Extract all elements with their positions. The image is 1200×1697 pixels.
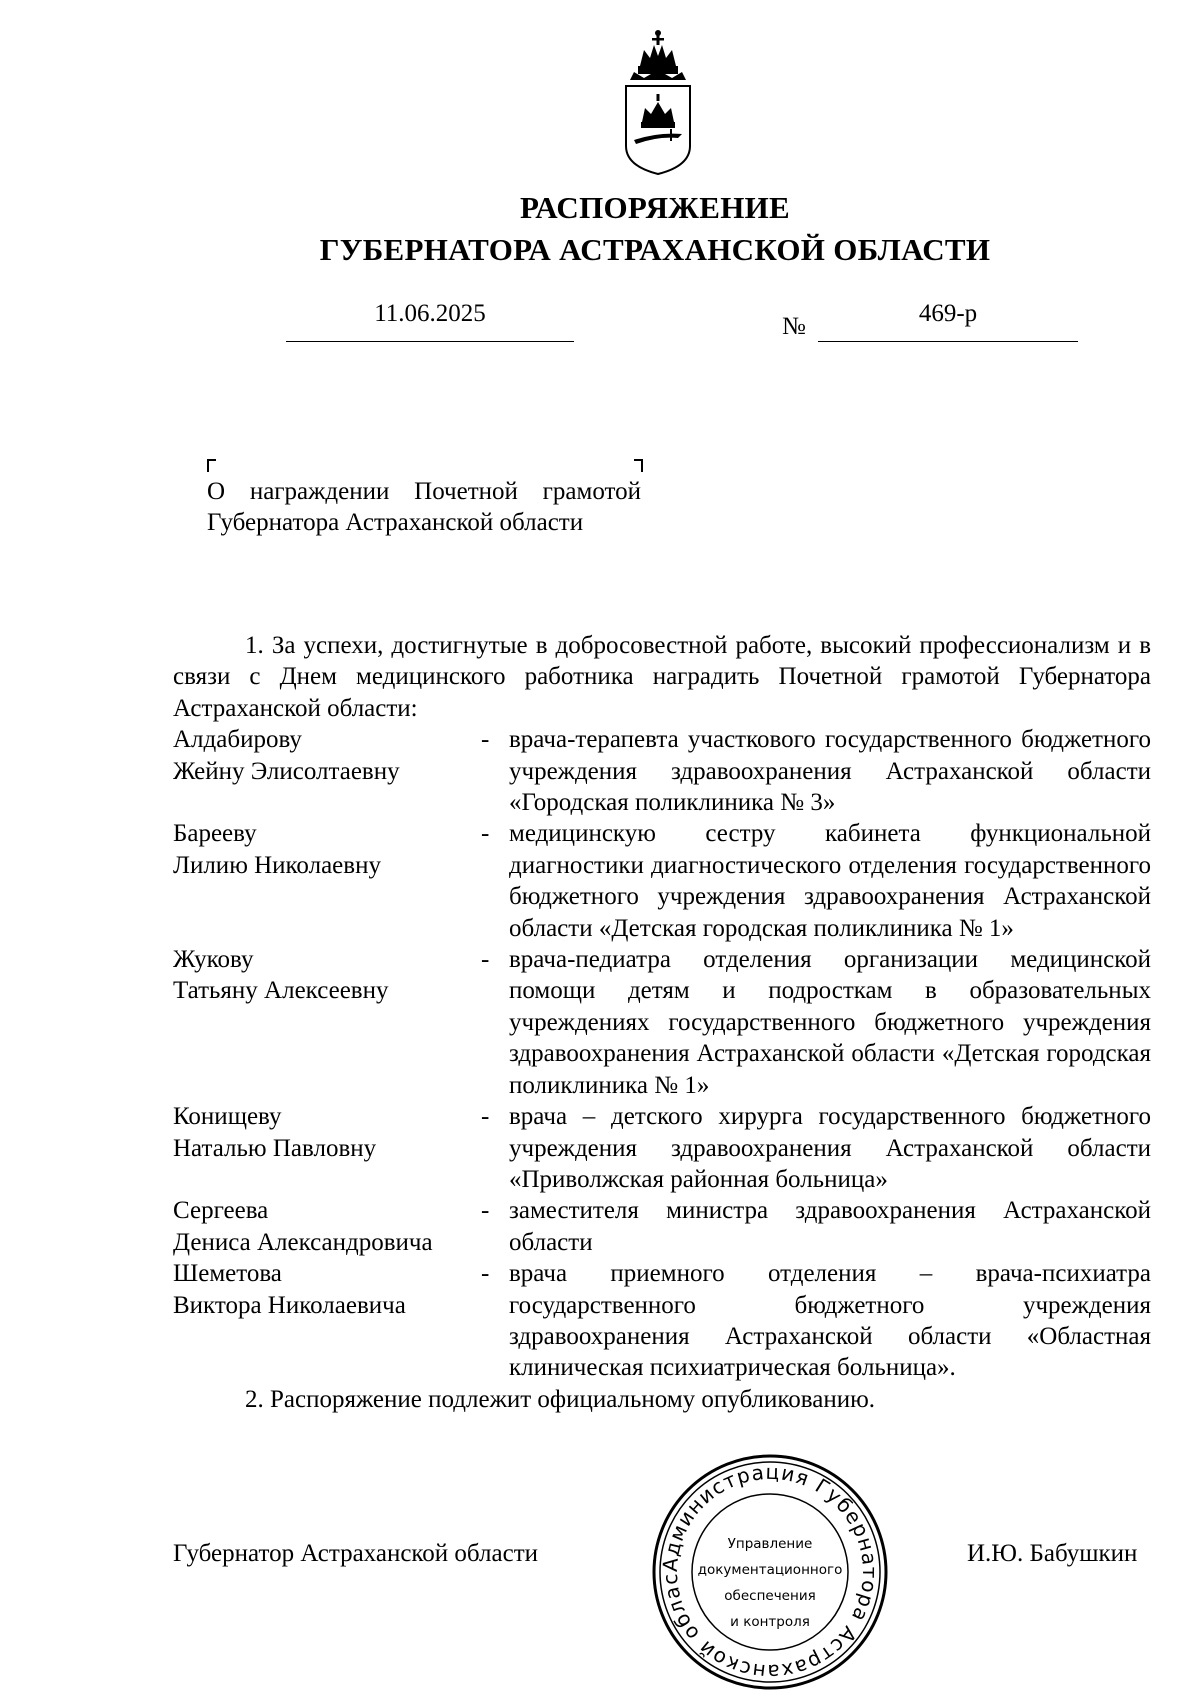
issuer-title: ГУБЕРНАТОРА АСТРАХАНСКОЙ ОБЛАСТИ [319, 232, 991, 267]
awardee-dash: - [481, 946, 490, 974]
awardee-dash: - [481, 820, 490, 848]
date-underline [286, 341, 574, 342]
awardee-row [173, 1101, 1151, 1195]
awardee-dash: - [481, 1103, 490, 1131]
paragraph-2: 2. Распоряжение подлежит официальному опубликованию. [245, 1385, 876, 1413]
awardee-surname: Шеметова [173, 1260, 282, 1288]
stamp-outer-text: Администрация Губернатора Астраханской облас [657, 1459, 883, 1685]
awardee-row [173, 724, 1151, 818]
awardee-name [173, 818, 481, 944]
document-date: 11.06.2025 [374, 300, 486, 327]
awardee-position: врача приемного отделения – врача-психиатра государственного бюджетного учреждения здравоохранения Астраханской области «Областная клиническая психиатрическая больница». [509, 1260, 1151, 1382]
awardee-surname: Жукову [173, 946, 254, 974]
coat-of-arms-icon [620, 28, 696, 178]
awardee-row [173, 1258, 1151, 1384]
awardee-position: заместителя министра здравоохранения Астраханской области [509, 1197, 1151, 1256]
awardee-name [173, 944, 481, 1101]
awardee-surname: Барееву [173, 820, 257, 848]
awardee-given-names: Татьяну Алексеевну [173, 977, 389, 1005]
subject-corner-left [207, 459, 216, 472]
awardee-dash: - [481, 1197, 490, 1225]
stamp-inner-line-3: обеспечения [724, 1588, 816, 1604]
awardee-name [173, 1195, 481, 1258]
awardee-given-names: Дениса Александровича [173, 1228, 433, 1256]
awardee-surname: Алдабирову [173, 726, 302, 754]
awardee-given-names: Жейну Элисолтаевну [173, 757, 400, 785]
stamp-inner-line-1: Управление [727, 1536, 813, 1552]
paragraph-1: 1. За успехи, достигнутые в добросовестной работе, высокий профессионализм и в связи с Днем медицинского работника наградить Почетной грамотой Губернатора Астраханской области: [173, 632, 1151, 722]
awardee-given-names: Лилию Николаевну [173, 851, 381, 879]
awardee-row [173, 1195, 1151, 1258]
number-underline [818, 341, 1078, 342]
awardee-given-names: Виктора Николаевича [173, 1291, 406, 1319]
awardee-row [173, 818, 1151, 944]
awardee-position: медицинскую сестру кабинета функциональной диагностики диагностического отделения государственного бюджетного учреждения здравоохранения Астраханской области «Детская городская поликлиника № 1» [509, 820, 1151, 942]
awardee-position: врача – детского хирурга государственного бюджетного учреждения здравоохранения Астраханской области «Приволжская районная больница» [509, 1103, 1151, 1193]
awardee-name [173, 1258, 481, 1384]
awardee-dash: - [481, 1260, 490, 1288]
subject-line-1: О награждении Почетной грамотой [207, 478, 641, 505]
document-body [173, 630, 1151, 1415]
signatory-position: Губернатор Астраханской области [173, 1540, 539, 1567]
document-type-title: РАСПОРЯЖЕНИЕ [519, 190, 791, 225]
stamp-inner-line-4: и контроля [730, 1614, 810, 1630]
number-sign: № [782, 313, 806, 340]
subject-line-2: Губернатора Астраханской области [207, 509, 584, 536]
awardee-surname: Сергеева [173, 1197, 269, 1225]
awardee-dash: - [481, 726, 490, 754]
awardee-surname: Конищеву [173, 1103, 282, 1131]
subject-corner-right [634, 459, 643, 472]
awardee-name [173, 1101, 481, 1195]
official-stamp [650, 1452, 890, 1692]
awardee-position: врача-терапевта участкового государственного бюджетного учреждения здравоохранения Астраханской области «Городская поликлиника № 3» [509, 726, 1151, 817]
awardee-name [173, 724, 481, 818]
awardee-given-names: Наталью Павловну [173, 1134, 377, 1162]
stamp-inner-line-2: документационного [697, 1562, 843, 1578]
awardee-row [173, 944, 1151, 1101]
document-number: 469-р [918, 300, 978, 327]
signatory-name: И.Ю. Бабушкин [967, 1540, 1138, 1567]
awardee-position: врача-педиатра отделения организации медицинской помощи детям и подросткам в образовательных учреждениях государственного бюджетного учреждения здравоохранения Астраханской области «Детская городская поликлиника № 1» [509, 946, 1151, 1099]
subject-block [207, 476, 641, 538]
